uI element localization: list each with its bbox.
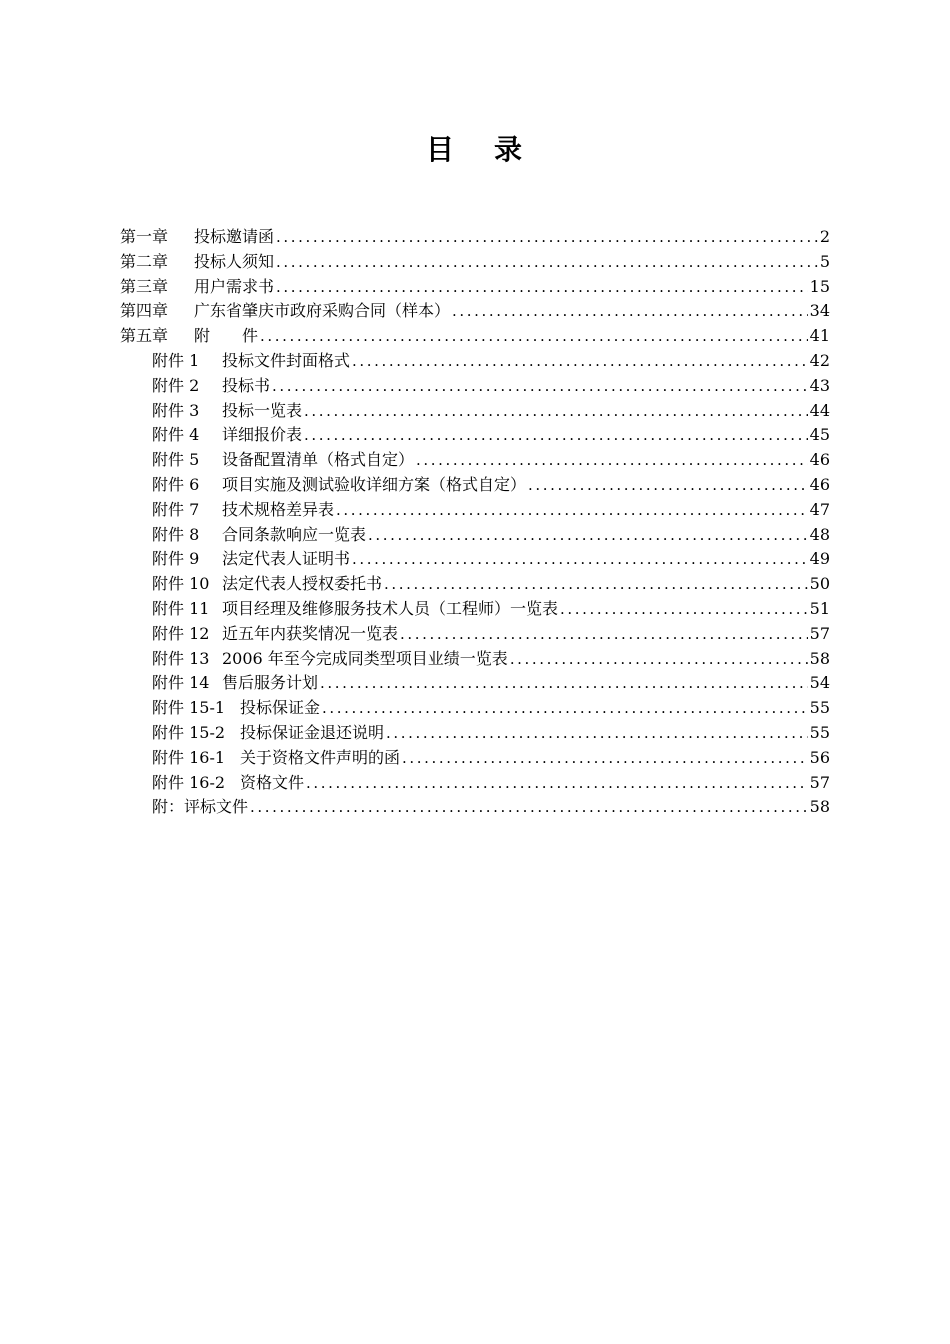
toc-entry-attachment-7[interactable]	[120, 498, 830, 523]
toc-entry-attachment-8[interactable]	[120, 523, 830, 548]
toc-dot-leader	[352, 349, 808, 374]
toc-entry-label	[152, 721, 384, 746]
toc-entry-title: 2006 年至今完成同类型项目业绩一览表	[222, 648, 508, 668]
toc-entry-chapter-2[interactable]	[120, 250, 830, 275]
toc-entry-number: 附件 10	[152, 574, 210, 594]
toc-page-number: 44	[809, 400, 830, 420]
toc-dot-leader	[260, 324, 808, 349]
toc-entry-attachment-4[interactable]	[120, 423, 830, 448]
toc-entry-number: 附件 16-2	[152, 772, 226, 792]
toc-entry-title: 投标保证金退还说明	[240, 722, 385, 742]
toc-entry-label	[152, 399, 302, 424]
toc-page-number: 42	[809, 350, 830, 370]
toc-entry-label	[152, 349, 350, 374]
toc-entry-attachment-11[interactable]	[120, 597, 830, 622]
toc-entry-number: 附件 7	[152, 499, 200, 519]
toc-entry-number: 第五章	[120, 326, 169, 346]
toc-entry-attachment-10[interactable]	[120, 572, 830, 597]
toc-entry-title: 法定代表人证明书	[222, 549, 351, 569]
toc-entry-label	[152, 498, 334, 523]
toc-entry-title: 用户需求书	[194, 276, 275, 296]
toc-entry-number: 附件 16-1	[152, 747, 226, 767]
toc-page-number: 47	[809, 499, 830, 519]
toc-dot-leader	[386, 721, 808, 746]
toc-page-number: 2	[819, 227, 830, 246]
toc-entry-attachment-9[interactable]	[120, 547, 830, 572]
toc-page-number: 15	[809, 276, 830, 296]
toc-entry-label	[120, 299, 450, 324]
toc-dot-leader	[368, 523, 808, 548]
toc-entry-title: 项目实施及测试验收详细方案（格式自定）	[222, 474, 527, 494]
toc-page-number: 5	[819, 251, 830, 271]
toc-page-number: 46	[809, 450, 830, 470]
toc-entry-label	[152, 547, 350, 572]
toc-entry-label	[120, 225, 274, 250]
toc-dot-leader	[336, 498, 808, 523]
toc-entry-attachment-5[interactable]	[120, 448, 830, 473]
toc-entry-title: 投标一览表	[222, 400, 303, 420]
toc-entry-title: 项目经理及维修服务技术人员（工程师）一览表	[222, 598, 559, 618]
toc-dot-leader	[320, 671, 808, 696]
toc-entry-attachment-12[interactable]	[120, 622, 830, 647]
toc-dot-leader	[276, 275, 808, 300]
toc-entry-title: 资格文件	[240, 772, 305, 792]
toc-dot-leader	[306, 771, 808, 796]
toc-entry-title: 投标保证金	[240, 698, 321, 718]
toc-entry-evaluation-file[interactable]	[120, 795, 830, 820]
toc-dot-leader	[560, 597, 808, 622]
toc-entry-number: 附件 2	[152, 375, 200, 395]
toc-dot-leader	[510, 647, 808, 672]
toc-dot-leader	[402, 746, 808, 771]
toc-dot-leader	[304, 423, 808, 448]
toc-entry-label	[120, 324, 258, 349]
toc-entry-chapter-5[interactable]	[120, 324, 830, 349]
toc-entry-label	[152, 572, 382, 597]
toc-entry-number: 第三章	[120, 276, 169, 296]
toc-entry-chapter-1[interactable]	[120, 225, 830, 250]
toc-page-number: 43	[809, 375, 830, 395]
toc-entry-label	[152, 448, 414, 473]
toc-entry-label	[152, 374, 270, 399]
toc-dot-leader	[276, 250, 818, 275]
toc-entry-label	[152, 795, 248, 820]
toc-page-number: 54	[809, 673, 830, 693]
toc-entry-title: 法定代表人授权委托书	[222, 574, 383, 594]
toc-page-number: 58	[809, 648, 830, 668]
toc-dot-leader	[276, 225, 818, 250]
toc-entry-attachment-1[interactable]	[120, 349, 830, 374]
toc-entry-chapter-4[interactable]	[120, 299, 830, 324]
toc-entry-attachment-16-2[interactable]	[120, 771, 830, 796]
toc-entry-number: 第二章	[120, 251, 169, 271]
toc-dot-leader	[416, 448, 808, 473]
toc-page-number: 55	[809, 722, 830, 742]
toc-entry-attachment-13[interactable]	[120, 647, 830, 672]
toc-entry-title: 附 件	[194, 326, 259, 346]
toc-entry-label	[152, 473, 526, 498]
toc-entry-title: 合同条款响应一览表	[222, 524, 367, 544]
toc-entry-attachment-2[interactable]	[120, 374, 830, 399]
toc-dot-leader	[272, 374, 808, 399]
toc-page-number: 45	[809, 425, 830, 445]
toc-entry-title: 投标人须知	[194, 251, 275, 271]
toc-entry-number: 附件 15-2	[152, 722, 226, 742]
toc-entry-number: 附件 15-1	[152, 698, 226, 718]
toc-entry-label	[152, 647, 508, 672]
toc-entry-title: 设备配置清单（格式自定）	[222, 450, 415, 470]
toc-entry-label	[120, 275, 274, 300]
toc-entry-title: 广东省肇庆市政府采购合同（样本）	[194, 301, 451, 321]
toc-page-number: 49	[809, 549, 830, 569]
toc-entry-number: 附件 1	[152, 350, 200, 370]
table-of-contents	[120, 225, 830, 820]
toc-page-number: 50	[809, 574, 830, 594]
toc-dot-leader	[352, 547, 808, 572]
toc-entry-label	[152, 622, 398, 647]
toc-entry-attachment-15-2[interactable]	[120, 721, 830, 746]
page-title-part-2: 录	[494, 133, 525, 166]
toc-entry-number: 附件 13	[152, 648, 210, 668]
toc-entry-number: 附件 8	[152, 524, 200, 544]
toc-dot-leader	[304, 399, 808, 424]
toc-dot-leader	[250, 795, 808, 820]
toc-entry-number: 附件 6	[152, 474, 200, 494]
toc-entry-attachment-15-1[interactable]	[120, 696, 830, 721]
toc-entry-title: 售后服务计划	[222, 673, 319, 693]
toc-entry-label	[152, 671, 318, 696]
toc-entry-number: 附件 4	[152, 425, 200, 445]
toc-page-number: 51	[809, 598, 830, 618]
toc-entry-label	[152, 423, 302, 448]
toc-entry-number: 第一章	[120, 227, 169, 246]
toc-entry-label	[152, 597, 558, 622]
toc-entry-title: 技术规格差异表	[222, 499, 335, 519]
toc-entry-chapter-3[interactable]	[120, 275, 830, 300]
toc-page-number: 34	[809, 301, 830, 321]
toc-page-number: 58	[809, 797, 830, 817]
toc-entry-number: 附件 5	[152, 450, 200, 470]
toc-entry-title: 投标邀请函	[194, 227, 275, 246]
toc-entry-attachment-14[interactable]	[120, 671, 830, 696]
toc-entry-label	[152, 696, 320, 721]
toc-page-number: 57	[809, 772, 830, 792]
toc-entry-number: 附：	[152, 797, 185, 817]
toc-entry-number: 附件 11	[152, 598, 210, 618]
page-title-part-1: 目	[425, 133, 456, 166]
toc-entry-title: 关于资格文件声明的函	[240, 747, 401, 767]
toc-entry-label	[152, 523, 366, 548]
toc-entry-label	[152, 771, 304, 796]
toc-entry-attachment-6[interactable]	[120, 473, 830, 498]
toc-entry-title: 详细报价表	[222, 425, 303, 445]
toc-page-number: 48	[809, 524, 830, 544]
toc-entry-number: 附件 9	[152, 549, 200, 569]
toc-dot-leader	[322, 696, 808, 721]
toc-dot-leader	[400, 622, 808, 647]
toc-page-number: 46	[809, 474, 830, 494]
toc-entry-number: 附件 14	[152, 673, 210, 693]
toc-entry-label	[152, 746, 400, 771]
toc-entry-label	[120, 250, 274, 275]
toc-entry-attachment-3[interactable]	[120, 399, 830, 424]
toc-page-number: 56	[809, 747, 830, 767]
toc-entry-attachment-16-1[interactable]	[120, 746, 830, 771]
page-title	[0, 130, 950, 170]
toc-entry-title: 评标文件	[184, 797, 249, 817]
toc-entry-title: 投标文件封面格式	[222, 350, 351, 370]
toc-page-number: 57	[809, 623, 830, 643]
toc-dot-leader	[452, 299, 808, 324]
toc-dot-leader	[528, 473, 808, 498]
toc-dot-leader	[384, 572, 808, 597]
toc-page-number: 55	[809, 698, 830, 718]
toc-entry-number: 附件 12	[152, 623, 210, 643]
toc-entry-title: 近五年内获奖情况一览表	[222, 623, 399, 643]
toc-entry-number: 附件 3	[152, 400, 200, 420]
toc-entry-number: 第四章	[120, 301, 169, 321]
toc-entry-title: 投标书	[222, 375, 271, 395]
toc-page-number: 41	[809, 326, 830, 346]
